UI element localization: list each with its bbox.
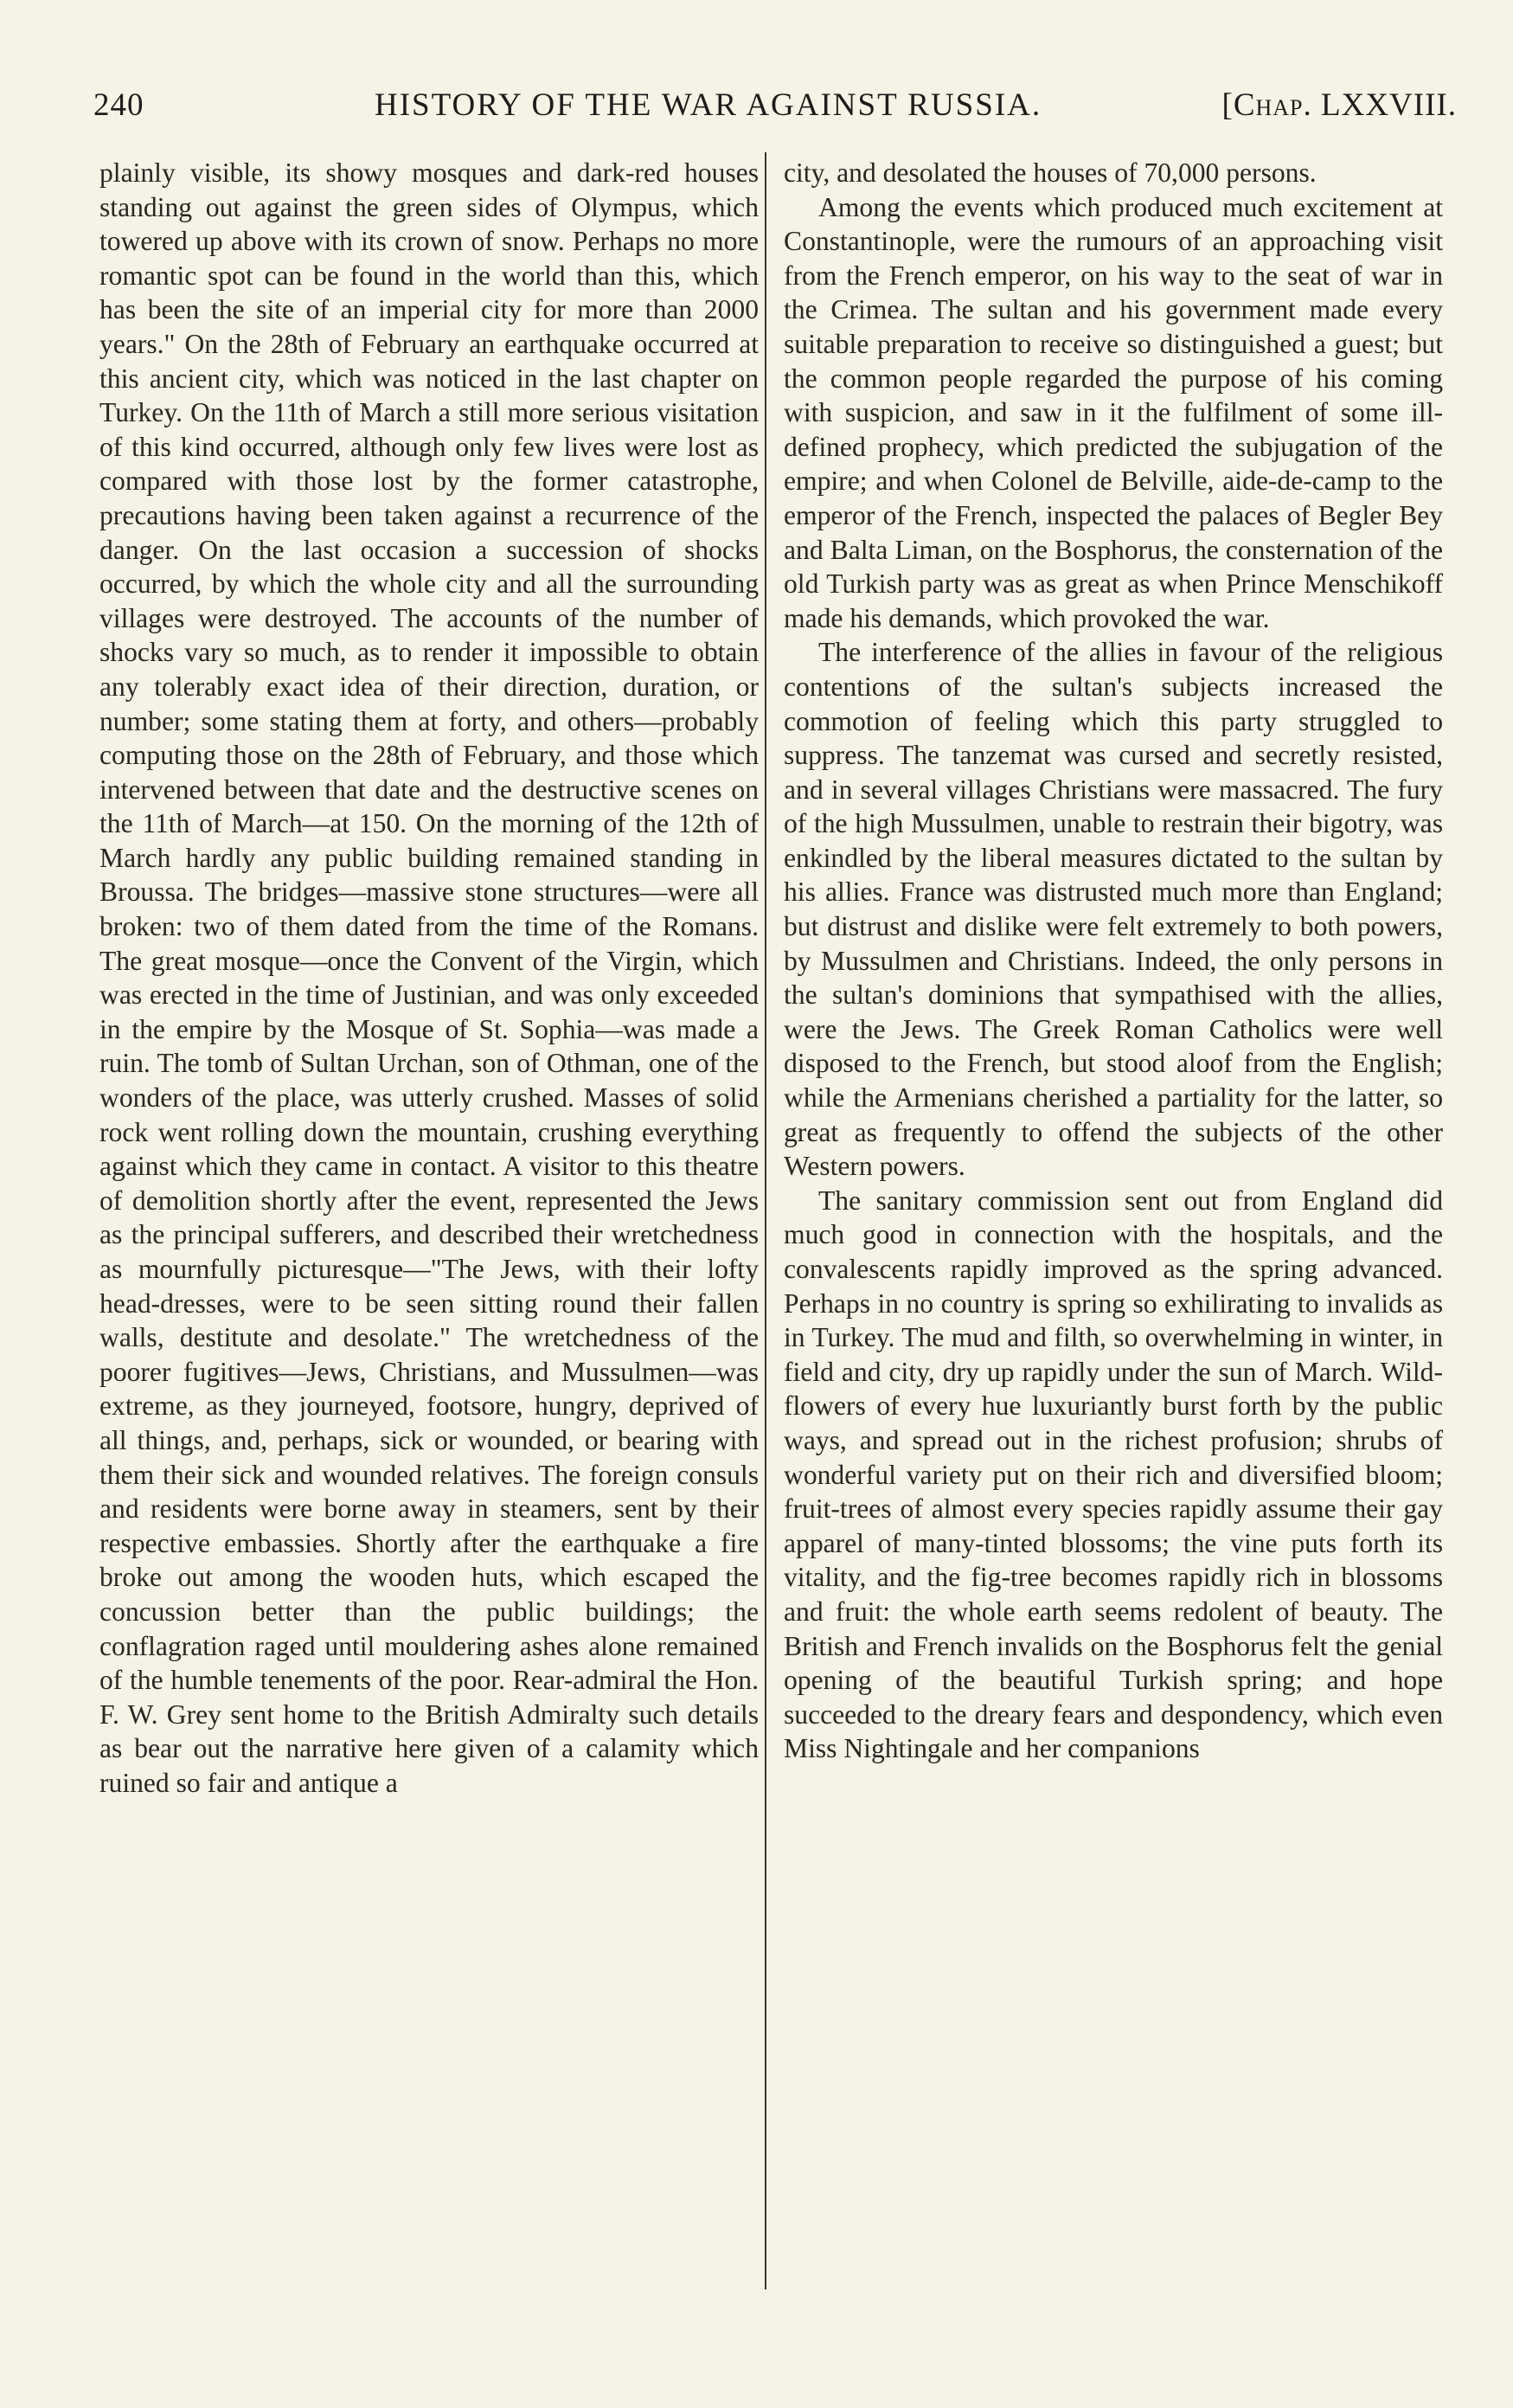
- running-title: HISTORY OF THE WAR AGAINST RUSSIA.: [375, 87, 1042, 123]
- column-divider: [765, 152, 766, 2289]
- page-number: 240: [93, 87, 144, 123]
- right-paragraph-4: The sanitary commission sent out from England did much good in connection with the hospitals, and the convalescents rapidly improved as the spring advanced. Perhaps in no country is spring so exhilirating to invalids as in Turkey. The mud and filth, so overwhelming in winter, in field and city, dry up rapidly under the sun of March. Wild-flowers of every hue luxuriantly burst forth by the public ways, and spread out in the richest profusion; shrubs of wonderful variety put on their rich and diversified bloom; fruit-trees of almost every species rapidly assume their gay apparel of many-tinted blossoms; the vine puts forth its vitality, and the fig-tree becomes rapidly rich in blossoms and fruit: the whole earth seems redolent of beauty. The British and French invalids on the Bosphorus felt the genial opening of the beautiful Turkish spring; and hope succeeded to the dreary fears and despondency, which even Miss Nightingale and her companions: [784, 1185, 1443, 1764]
- right-paragraph-3: The interference of the allies in favour of the religious contentions of the sultan's subjects increased the commotion of feeling which this party struggled to suppress. The tanzemat was cursed and secretly resisted, and in several villages Christians were massacred. The fury of the high Mussulmen, unable to restrain their bigotry, was enkindled by the liberal measures dictated to the sultan by his allies. France was distrusted much more than England; but distrust and dislike were felt extremely to both powers, by Mussulmen and Christians. Indeed, the only persons in the sultan's dominions that sympathised with the allies, were the Jews. The Greek Roman Catholics were well disposed to the French, but stood aloof from the English; while the Armenians cherished a partiality for the latter, so great as frequently to offend the subjects of the other Western powers.: [784, 637, 1443, 1182]
- right-column: [784, 156, 1443, 1766]
- chapter-label: [Chap. LXXVIII.: [1221, 87, 1457, 123]
- left-column: [99, 156, 759, 1801]
- page-header: [93, 87, 1457, 130]
- right-paragraph-2: Among the events which produced much excitement at Constantinople, were the rumours of an approaching visit from the French emperor, on his way to the seat of war in the Crimea. The sultan and his government made every suitable preparation to receive so distinguished a guest; but the common people regarded the purpose of his coming with suspicion, and saw in it the fulfilment of some ill-defined prophecy, which predicted the subjugation of the empire; and when Colonel de Belville, aide-de-camp to the emperor of the French, inspected the palaces of Begler Bey and Balta Liman, on the Bosphorus, the consternation of the old Turkish party was as great as when Prince Menschikoff made his demands, which provoked the war.: [784, 191, 1443, 633]
- right-paragraph-1: city, and desolated the houses of 70,000 persons.: [784, 157, 1317, 188]
- left-paragraph-1: plainly visible, its showy mosques and dark-red houses standing out against the green sides of Olympus, which towered up above with its crown of snow. Perhaps no more romantic spot can be found in the world than this, which has been the site of an imperial city for more than 2000 years." On the 28th of February an earthquake occurred at this ancient city, which was noticed in the last chapter on Turkey. On the 11th of March a still more serious visitation of this kind occurred, although only few lives were lost as compared with those lost by the former catastrophe, precautions having been taken against a recurrence of the danger. On the last occasion a succession of shocks occurred, by which the whole city and all the surrounding villages were destroyed. The accounts of the number of shocks vary so much, as to render it impossible to obtain any tolerably exact idea of their direction, duration, or number; some stating them at forty, and others—probably computing those on the 28th of February, and those which intervened between that date and the destructive scenes on the 11th of March—at 150. On the morning of the 12th of March hardly any public building remained standing in Broussa. The bridges—massive stone structures—were all broken: two of them dated from the time of the Romans. The great mosque—once the Convent of the Virgin, which was erected in the time of Justinian, and was only exceeded in the empire by the Mosque of St. Sophia—was made a ruin. The tomb of Sultan Urchan, son of Othman, one of the wonders of the place, was utterly crushed. Masses of solid rock went rolling down the mountain, crushing everything against which they came in contact. A visitor to this theatre of demolition shortly after the event, represented the Jews as the principal sufferers, and described their wretchedness as mournfully picturesque—"The Jews, with their lofty head-dresses, were to be seen sitting round their fallen walls, destitute and desolate." The wretchedness of the poorer fugitives—Jews, Christians, and Mussulmen—was extreme, as they journeyed, footsore, hungry, deprived of all things, and, perhaps, sick or wounded, or bearing with them their sick and wounded relatives. The foreign consuls and residents were borne away in steamers, sent by their respective embassies. Shortly after the earthquake a fire broke out among the wooden huts, which escaped the concussion better than the public buildings; the conflagration raged until mouldering ashes alone remained of the humble tenements of the poor. Rear-admiral the Hon. F. W. Grey sent home to the British Admiralty such details as bear out the narrative here given of a calamity which ruined so fair and antique a: [99, 157, 759, 1798]
